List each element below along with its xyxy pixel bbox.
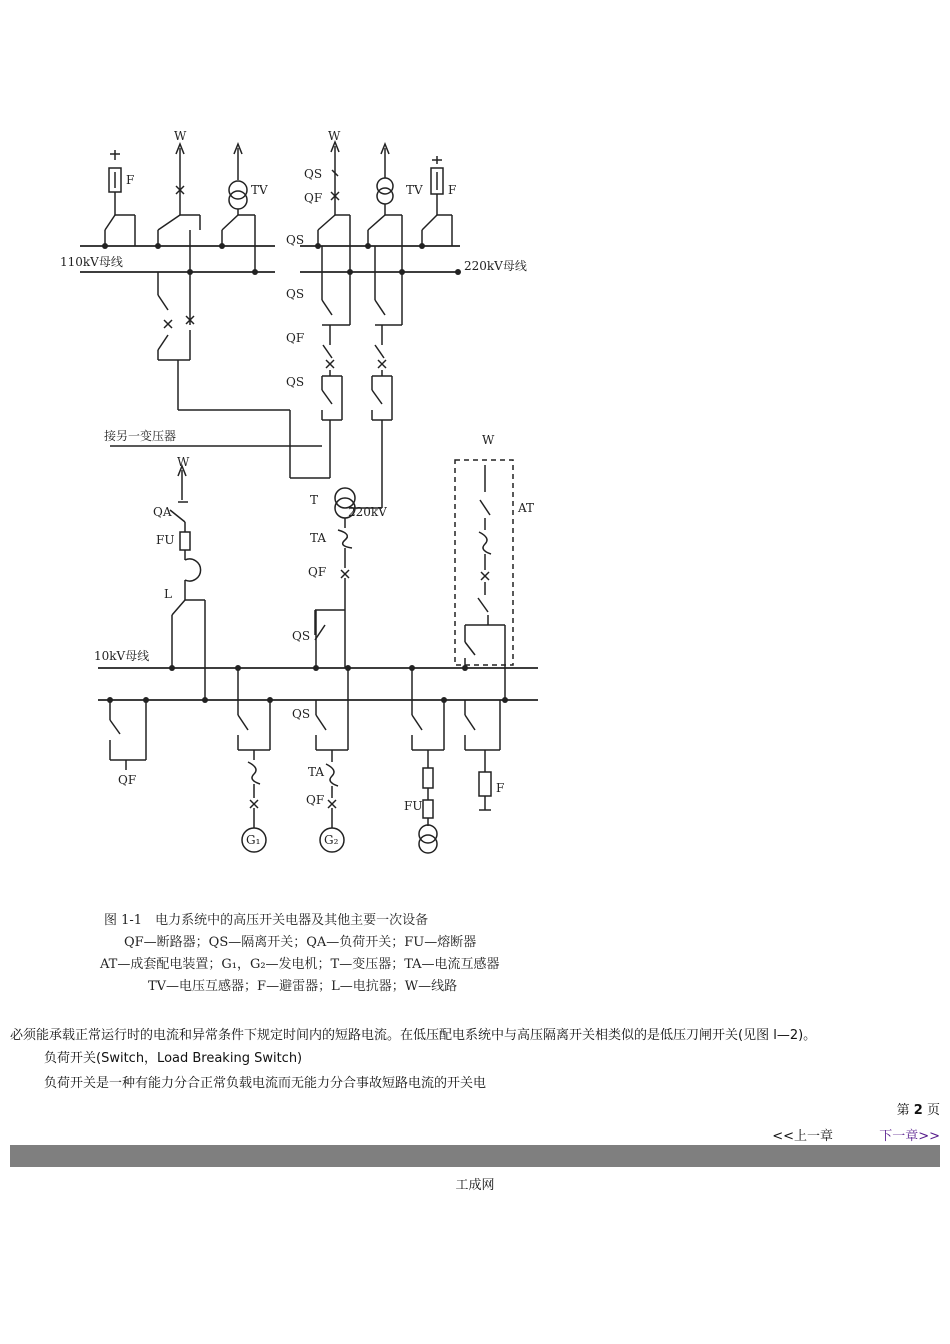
label-w-qa: W — [177, 455, 190, 469]
label-ta-main: TA — [310, 531, 327, 545]
label-fu-right: FU — [404, 799, 423, 813]
label-bus-10kv: 10kV母线 — [94, 649, 150, 663]
label-w-110: W — [174, 129, 187, 143]
label-qs-220-bus: QS — [286, 233, 305, 247]
label-f-right: F — [496, 781, 505, 795]
caption-line-2: QF—断路器；QS—隔离开关；QA—负荷开关；FU—熔断器 — [124, 935, 477, 950]
label-qf-left-bay: QF — [118, 773, 137, 787]
label-qs-220-lower: QS — [286, 287, 305, 301]
caption-line-3: AT—成套配电装置；G₁，G₂—发电机；T—变压器；TA—电流互感器 — [100, 957, 500, 972]
next-chapter-link[interactable]: 下一章>> — [879, 1129, 940, 1144]
label-qs-220-bottom: QS — [286, 375, 305, 389]
label-qf-main: QF — [308, 565, 327, 579]
label-g1: G₁ — [246, 833, 261, 847]
label-qs-main: QS — [292, 629, 311, 643]
chapter-navigation — [772, 1125, 940, 1144]
page-number: 2 — [913, 1103, 923, 1118]
label-qa: QA — [153, 505, 172, 519]
site-name: 工成网 — [455, 1178, 495, 1193]
label-another-transformer: 接另一变压器 — [104, 429, 177, 443]
label-at: AT — [518, 501, 535, 515]
body-paragraph-2: 负荷开关是一种有能力分合正常负载电流而无能力分合事故短路电流的开关电 — [44, 1076, 487, 1091]
label-qs-220-top: QS — [304, 167, 323, 181]
body-paragraph-1: 必须能承载正常运行时的电流和异常条件下规定时间内的短路电流。在低压配电系统中与高压隔离开关相类似的是低压刀闸开关(见图 l—2)。 — [10, 1028, 817, 1043]
label-w-at: W — [482, 433, 495, 447]
caption-line-4: TV—电压互感器；F—避雷器；L—电抗器；W—线路 — [148, 979, 458, 994]
label-w-220: W — [328, 129, 341, 143]
label-t: T — [310, 493, 319, 507]
circuit-diagram-figure — [60, 120, 560, 1000]
prev-chapter-link[interactable]: <<上一章 — [772, 1129, 834, 1144]
label-f-110: F — [126, 173, 135, 187]
label-tv-110: TV — [251, 183, 268, 197]
page-indicator — [897, 1099, 940, 1118]
label-ta-g2: TA — [308, 765, 325, 779]
label-t-voltage: 220kV — [348, 505, 387, 519]
label-bus-110kv: 110kV母线 — [60, 255, 123, 269]
label-bus-220kv: 220kV母线 — [464, 259, 527, 273]
caption-title: 图 1-1 电力系统中的高压开关电器及其他主要一次设备 — [104, 913, 429, 928]
label-tv-220: TV — [406, 183, 423, 197]
page-suffix: 页 — [926, 1103, 940, 1118]
label-qf-220-top: QF — [304, 191, 323, 205]
label-qs-10kv: QS — [292, 707, 311, 721]
label-qf-220-lower: QF — [286, 331, 305, 345]
label-fu-left: FU — [156, 533, 175, 547]
page-prefix: 第 — [896, 1103, 910, 1118]
label-g2: G₂ — [324, 833, 339, 847]
label-l: L — [164, 587, 172, 601]
site-footer — [0, 1174, 950, 1193]
footer-divider-bar — [10, 1145, 940, 1167]
label-f-220: F — [448, 183, 457, 197]
section-heading-load-switch: 负荷开关(Switch，Load Breaking Switch) — [44, 1051, 303, 1066]
label-qf-g2: QF — [306, 793, 325, 807]
